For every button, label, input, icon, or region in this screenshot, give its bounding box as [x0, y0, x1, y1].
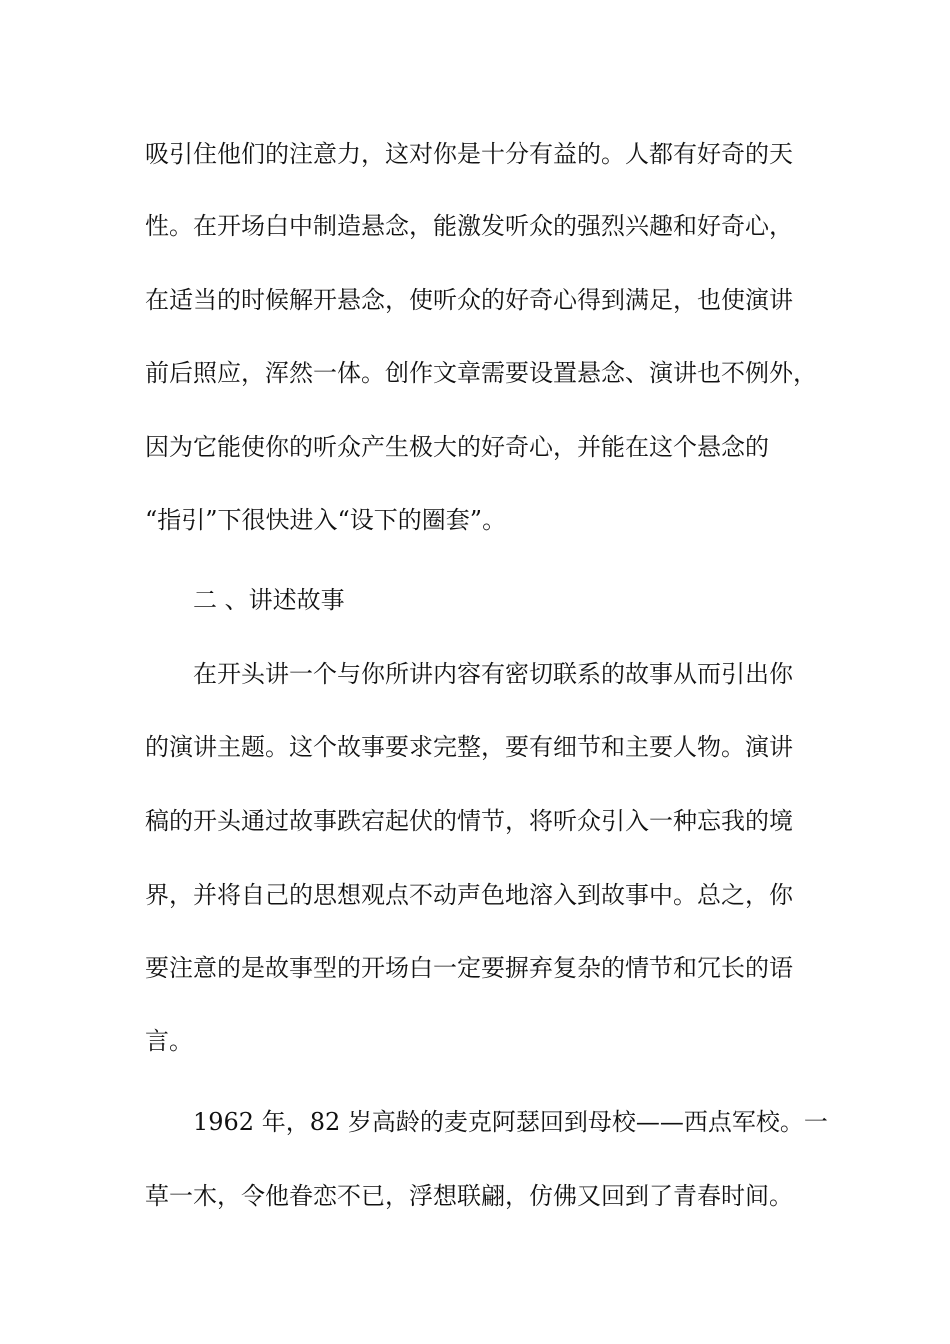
- paragraph-line: 要注意的是故事型的开场白一定要摒弃复杂的情节和冗长的语: [145, 954, 793, 982]
- section-heading: 二 、讲述故事: [193, 586, 345, 614]
- paragraph-line: 吸引住他们的注意力，这对你是十分有益的。人都有好奇的天: [145, 140, 793, 168]
- paragraph-line: 在开头讲一个与你所讲内容有密切联系的故事从而引出你: [193, 660, 793, 688]
- paragraph-line: 的演讲主题。这个故事要求完整，要有细节和主要人物。演讲: [145, 733, 793, 761]
- paragraph-line: 因为它能使你的听众产生极大的好奇心，并能在这个悬念的: [145, 433, 769, 461]
- paragraph-line: 在适当的时候解开悬念，使听众的好奇心得到满足，也使演讲: [145, 286, 793, 314]
- paragraph-line: 1962 年，82 岁高龄的麦克阿瑟回到母校——西点军校。一: [193, 1108, 828, 1136]
- paragraph-line: 性。在开场白中制造悬念，能激发听众的强烈兴趣和好奇心，: [145, 212, 793, 240]
- paragraph-line: 言。: [145, 1027, 193, 1055]
- paragraph-line: 界，并将自己的思想观点不动声色地溶入到故事中。总之，你: [145, 881, 793, 909]
- paragraph-line: 前后照应，浑然一体。创作文章需要设置悬念、演讲也不例外，: [145, 359, 817, 387]
- paragraph-line: “指引”下很快进入“设下的圈套”。: [145, 506, 507, 534]
- paragraph-line: 稿的开头通过故事跌宕起伏的情节，将听众引入一种忘我的境: [145, 807, 793, 835]
- paragraph-line: 草一木，令他眷恋不已，浮想联翩，仿佛又回到了青春时间。: [145, 1182, 793, 1210]
